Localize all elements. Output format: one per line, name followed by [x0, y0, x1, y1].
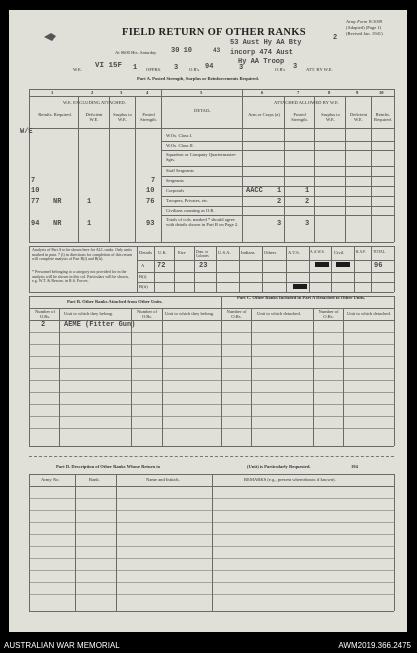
- unit-line-2: incorp 474 Aust: [230, 49, 294, 57]
- we-num: 1: [133, 64, 138, 72]
- part-d-middle: (Unit) is Particularly Requested.: [247, 464, 311, 469]
- form-revised: (Revised Jan. 1941): [346, 31, 383, 36]
- footer-right: AWM2019.366.2475: [338, 641, 411, 650]
- pin-mark-icon: [43, 32, 57, 42]
- part-c-header-unit-2: Unit to which detached.: [347, 311, 391, 316]
- analysis-col-total: TOTAL: [373, 250, 386, 254]
- part-d-header-rank: Rank.: [89, 477, 100, 482]
- part-b-header-unit-2: Unit to which they belong.: [165, 311, 215, 316]
- analysis-col-dom: Dom. or Colonies: [196, 250, 209, 258]
- col-header-reinfts: Reinfts. Required.: [38, 112, 72, 117]
- col-header-surplus-2: Surplus to W.E.: [321, 112, 340, 122]
- footer-left: AUSTRALIAN WAR MEMORIAL: [4, 641, 120, 650]
- corporals-reinfts: 10: [31, 187, 40, 195]
- col-num-4: 4: [146, 90, 149, 95]
- detail-row-4: Staff Sergeants: [166, 168, 194, 173]
- totals-reinfts: 94: [31, 220, 40, 228]
- form-adapted: (Adapted) (Page 1): [346, 25, 382, 30]
- analysis-col-aaws: A.A.W.S.: [310, 250, 325, 254]
- at-label: At 0600 Hrs. Saturday: [115, 50, 157, 55]
- part-c-header-num: Number of O.Rs.: [226, 309, 247, 319]
- corporals-posted: 10: [146, 187, 155, 195]
- col-num-6: 6: [261, 90, 264, 95]
- part-b-header-unit: Unit to which they belong.: [64, 311, 114, 316]
- analysis-col-ats: A.T.S.: [288, 250, 300, 255]
- redaction-block: [315, 262, 329, 267]
- date-value: 30 10: [171, 47, 193, 55]
- detail-row-9: Totals of cols. marked * should agree with details shown in Part B on Page 2.: [166, 217, 239, 227]
- part-b-entry-number: 2: [41, 321, 46, 329]
- analysis-val-uk: 72: [157, 262, 166, 270]
- col-header-surplus: Surplus to W.E.: [113, 112, 132, 122]
- we-label: W.E.: [73, 67, 83, 72]
- troopers-posted-2: 2: [277, 198, 282, 206]
- col-num-5: 5: [200, 90, 203, 95]
- part-c-header-unit: Unit to which detached.: [257, 311, 301, 316]
- analysis-row-a: A: [141, 263, 145, 268]
- ors-value: 94: [205, 63, 214, 71]
- corporals-arm: AACC: [246, 187, 263, 195]
- col-num-8: 8: [328, 90, 331, 95]
- we-excluding-header: W.E. EXCLUDING ATTACHED.: [63, 100, 126, 105]
- analysis-val-dom: 23: [199, 262, 208, 270]
- detail-row-1: W.Os. Class I.: [166, 133, 193, 138]
- totals-surplus: 1: [87, 220, 92, 228]
- troopers-deficient: NR: [53, 198, 62, 206]
- analysis-col-others: Others: [264, 250, 277, 255]
- part-a-title: Part A. Posted Strength, Surplus or Reinforcements Required.: [137, 76, 259, 81]
- unit-line-1: 53 Aust Hy AA Bty: [230, 39, 302, 47]
- totals-deficient: NR: [53, 220, 62, 228]
- part-d-header-name: Name and Initials.: [146, 477, 180, 482]
- analysis-col-uk: U.K.: [158, 250, 167, 255]
- col-num-2: 2: [91, 90, 94, 95]
- form-title: FIELD RETURN OF OTHER RANKS: [122, 27, 306, 38]
- unit-line-3: Hy AA Troop: [238, 58, 285, 66]
- part-d-year: 194: [351, 464, 358, 469]
- offrs-label: OFFRS.: [146, 67, 162, 72]
- detail-header: DETAIL.: [194, 108, 212, 113]
- we-value: VI 15F: [95, 62, 123, 70]
- document-page: [9, 10, 407, 632]
- totals-surplus-2: 3: [305, 220, 310, 228]
- col-num-10: 10: [379, 90, 384, 95]
- analysis-col-usa: U.S.A.: [218, 250, 231, 255]
- part-b-entry-unit: AEME (Fitter Gun): [64, 321, 136, 329]
- part-d-title: Part D. Description of Other Ranks Whose Return to: [56, 464, 161, 469]
- we-side-label: W/E: [20, 128, 33, 136]
- analysis-val-total: 96: [374, 262, 383, 270]
- ors-label: O.R's: [189, 67, 200, 72]
- totals-posted-2: 3: [277, 220, 282, 228]
- troopers-surplus: 1: [87, 198, 92, 206]
- offrs2-value: 3: [239, 64, 244, 72]
- sergeants-posted: 7: [151, 177, 156, 185]
- corporals-posted-2: 1: [277, 187, 282, 195]
- detail-row-2: W.Os. Class II.: [166, 143, 194, 148]
- detail-row-8: Civilians counting as O.R.: [166, 208, 215, 213]
- analysis-row-bi: B(i): [139, 274, 147, 279]
- totals-posted: 93: [146, 220, 155, 228]
- detail-row-7: Troopers, Privates, etc.: [166, 198, 209, 203]
- form-number: Army Form W.3009: [346, 19, 383, 24]
- analysis-text: Analysis of Part A to be shown here for ALL ranks. Only units marked in para. 7 (i) in directions for completion of this return will complete analysis of Part B(i) and B(ii).: [32, 247, 132, 262]
- col-header-reinfts-2: Reinfts. Required.: [374, 112, 392, 122]
- redaction-block-2: [336, 262, 350, 267]
- col-num-9: 9: [356, 90, 359, 95]
- analysis-row-bii: B(ii): [139, 284, 148, 289]
- part-d-header-remarks: REMARKS (e.g., present whereabouts if known).: [244, 477, 336, 482]
- footnote-text: * Personnel belonging to a category not provided for in the analysis will be shown in this col. Particulars will be shown, e.g. W.T. & Rescue, in R.S. Forces.: [32, 269, 129, 284]
- att-label: ATT. BY W.E.: [306, 67, 333, 72]
- part-c-title: Part C. Other Ranks Included in Part A Detached to Other Units.: [237, 295, 366, 300]
- col-header-deficient-2: Deficient W.E.: [349, 112, 368, 122]
- detail-row-3: Squadron or Company Quartermaster-Sgts.: [166, 152, 237, 162]
- col-num-3: 3: [120, 90, 123, 95]
- analysis-col-indians: Indians: [241, 250, 255, 255]
- troopers-reinfts: 77: [31, 198, 40, 206]
- col-num-7: 7: [297, 90, 300, 95]
- part-b-header-num: Number of O.Rs.: [34, 309, 56, 319]
- analysis-col-civil: Civil.: [334, 250, 345, 255]
- troopers-surplus-2: 2: [305, 198, 310, 206]
- analysis-col-eire: Eire: [178, 250, 186, 255]
- analysis-details-label: Details: [139, 250, 153, 255]
- corporals-surplus-2: 1: [305, 187, 310, 195]
- ors2-label: O.R's: [275, 67, 286, 72]
- col-header-deficient: Deficient W.E.: [85, 112, 103, 122]
- part-c-header-num-2: Number of O.Rs.: [318, 309, 339, 319]
- analysis-col-raf: R.A.F.: [356, 250, 366, 254]
- col-header-posted-2: Posted Strength.: [291, 112, 308, 122]
- ors2-value: 3: [293, 63, 298, 71]
- detail-row-6: Corporals: [166, 188, 185, 193]
- col-header-posted: Posted Strength.: [140, 112, 157, 122]
- part-b-title: Part B. Other Ranks Attached from Other Units.: [67, 299, 163, 304]
- attached-allowed-header: ATTACHED ALLOWED BY W.E.: [274, 100, 339, 105]
- redaction-block-3: [293, 284, 307, 289]
- offrs-value: 3: [174, 64, 179, 72]
- troopers-posted: 76: [146, 198, 155, 206]
- year-value: 43: [213, 47, 221, 54]
- col-num-1: 1: [51, 90, 54, 95]
- detail-row-5: Sergeants: [166, 178, 184, 183]
- sergeants-reinfts: 7: [31, 177, 36, 185]
- part-d-header-army-no: Army No.: [41, 477, 60, 482]
- part-b-header-num-2: Number of O.Rs.: [136, 309, 158, 319]
- col-header-arm: Arm or Corps (a): [248, 112, 280, 117]
- unit-right: 2: [333, 34, 338, 42]
